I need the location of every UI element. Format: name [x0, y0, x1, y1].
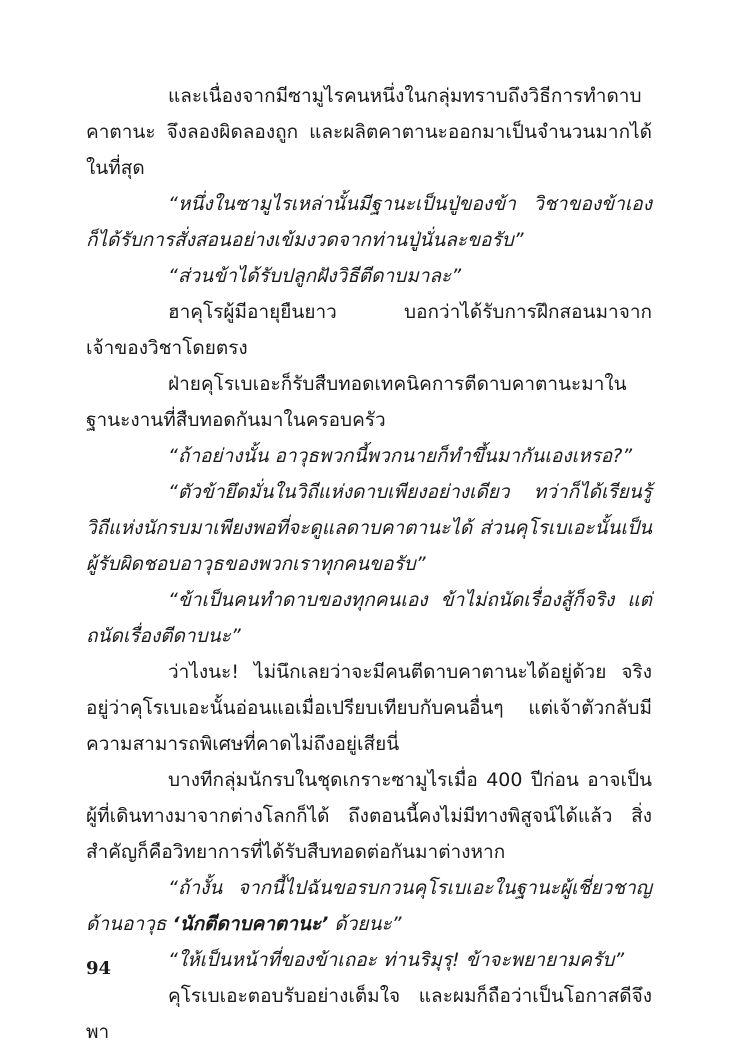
- dialogue-paragraph: “ข้าเป็นคนทำดาบของทุกคนเอง ข้าไม่ถนัดเรื่องสู้ก็จริง แต่ถนัดเรื่องตีดาบนะ”: [86, 589, 652, 647]
- paragraph: และเนื่องจากมีซามูไรคนหนึ่งในกลุ่มทราบถึงวิธีการทำดาบคาตานะ จึงลองผิดลองถูก และผลิตคาตานะออกมาเป็นจำนวนมากได้ในที่สุด: [86, 85, 652, 179]
- bold-title-text: ‘นักตีดาบคาตานะ’: [172, 913, 329, 935]
- dialogue-text: ด้วยนะ”: [328, 913, 402, 935]
- paragraph: ว่าไงนะ! ไม่นึกเลยว่าจะมีคนตีดาบคาตานะได้อยู่ด้วย จริงอยู่ว่าคุโรเบเอะนั้นอ่อนแอเมื่อเปรียบเทียบกับคนอื่นๆ แต่เจ้าตัวกลับมีความสามารถพิเศษที่คาดไม่ถึงอยู่เสียนี่: [86, 661, 652, 755]
- dialogue-paragraph: “ส่วนข้าได้รับปลูกฝังวิธีตีดาบมาละ”: [168, 265, 462, 287]
- paragraph: ฮาคุโรผู้มีอายุยืนยาว บอกว่าได้รับการฝึกสอนมาจากเจ้าของวิชาโดยตรง: [86, 301, 652, 359]
- dialogue-paragraph: “ตัวข้ายึดมั่นในวิถีแห่งดาบเพียงอย่างเดียว ทว่าก็ได้เรียนรู้วิถีแห่งนักรบมาเพียงพอที่จะดูแลดาบคาตานะได้ ส่วนคุโรเบเอะนั้นเป็นผู้รับผิดชอบอาวุธของพวกเราทุกคนขอรับ”: [86, 481, 652, 575]
- paragraph: บางทีกลุ่มนักรบในชุดเกราะซามูไรเมื่อ 400 ปีก่อน อาจเป็นผู้ที่เดินทางมาจากต่างโลกก็ได้ ถึงตอนนี้คงไม่มีทางพิสูจน์ได้แล้ว สิ่งสำคัญก็คือวิทยาการที่ได้รับสืบทอดต่อกันมาต่างหาก: [86, 769, 652, 863]
- dialogue-paragraph: “หนึ่งในซามูไรเหล่านั้นมีฐานะเป็นปู่ของข้า วิชาของข้าเองก็ได้รับการสั่งสอนอย่างเข้มงวดจากท่านปู่นั่นละขอรับ”: [86, 193, 652, 251]
- dialogue-text: “ถ้างั้น จากนี้ไปฉันขอรบกวนคุโรเบเอะในฐานะผู้เชี่ยวชาญด้านอาวุธ: [86, 877, 652, 935]
- dialogue-paragraph: “ถ้าอย่างนั้น อาวุธพวกนี้พวกนายก็ทำขึ้นมากันเองเหรอ?”: [168, 445, 633, 467]
- page-body: [86, 78, 652, 1050]
- paragraph: คุโรเบเอะตอบรับอย่างเต็มใจ และผมก็ถือว่าเป็นโอกาสดีจึงพา: [86, 985, 652, 1043]
- page-number: 94: [86, 958, 112, 979]
- dialogue-paragraph: [86, 870, 652, 942]
- paragraph: ฝ่ายคุโรเบเอะก็รับสืบทอดเทคนิคการตีดาบคาตานะมาในฐานะงานที่สืบทอดกันมาในครอบครัว: [86, 373, 627, 431]
- dialogue-paragraph: “ให้เป็นหน้าที่ของข้าเถอะ ท่านริมุรุ! ข้าจะพยายามครับ”: [168, 949, 625, 971]
